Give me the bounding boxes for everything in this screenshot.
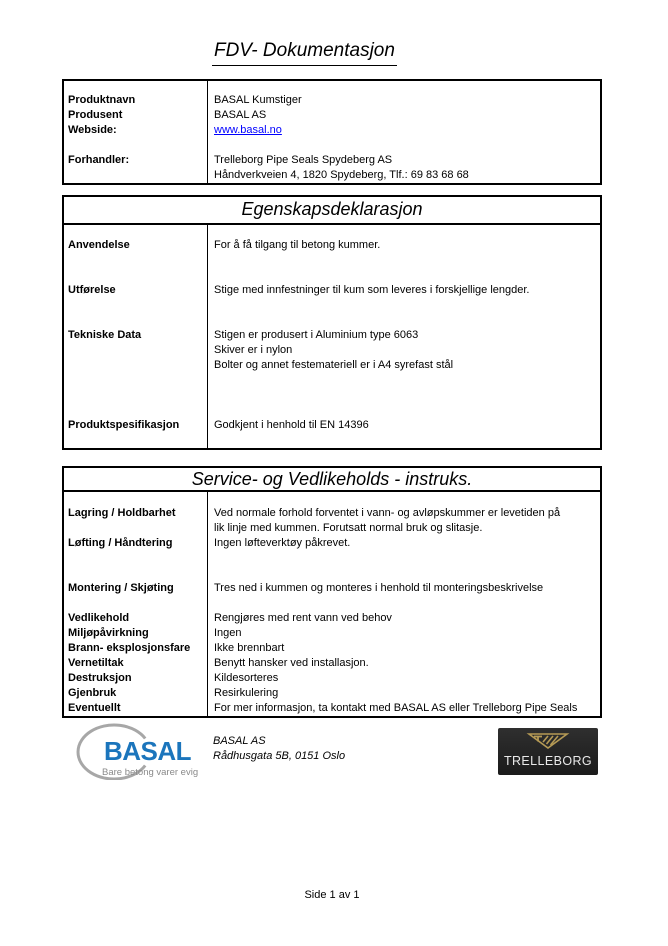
blank-line xyxy=(214,566,600,581)
field-value: Bolter og annet festemateriell er i A4 syrefast stål xyxy=(214,359,454,371)
basal-logo xyxy=(75,721,215,785)
field-value: Skiver er i nylon xyxy=(214,344,293,356)
product-info-table xyxy=(62,79,602,185)
blank-line xyxy=(68,358,207,373)
field-label: Webside: xyxy=(68,124,117,136)
blank-line xyxy=(214,373,600,388)
field-label: Vernetiltak xyxy=(68,657,124,669)
field-value: Ved normale forhold forventet i vann- og avløpskummer er levetiden på xyxy=(214,507,561,519)
field-label: Montering / Skjøting xyxy=(68,582,174,594)
address-line: BASAL AS xyxy=(213,735,266,747)
field-value: Resirkulering xyxy=(214,687,279,699)
blank-line xyxy=(214,253,600,268)
basal-wordmark: BASAL xyxy=(104,736,192,766)
label-column xyxy=(64,81,208,183)
field-label: Produktnavn xyxy=(68,94,136,106)
field-label: Eventuellt xyxy=(68,702,121,714)
blank-line xyxy=(214,403,600,418)
field-value: Trelleborg Pipe Seals Spydeberg AS xyxy=(214,154,393,166)
field-label: Produsent xyxy=(68,109,123,121)
properties-table xyxy=(62,195,602,450)
address-line: Rådhusgata 5B, 0151 Oslo xyxy=(213,750,346,762)
label-column xyxy=(64,492,208,716)
blank-line xyxy=(214,388,600,403)
field-label: Miljøpåvirkning xyxy=(68,627,149,639)
field-label: Lagring / Holdbarhet xyxy=(68,507,176,519)
basal-tagline: Bare betong varer evig xyxy=(102,767,199,778)
field-value: Godkjent i henhold til EN 14396 xyxy=(214,419,369,431)
blank-line xyxy=(68,253,207,268)
field-label: Utførelse xyxy=(68,284,116,296)
page-title: FDV- Dokumentasjon xyxy=(212,40,397,66)
blank-line xyxy=(68,298,207,313)
field-value: Håndverkveien 4, 1820 Spydeberg, Tlf.: 69 83 68 68 xyxy=(214,169,469,181)
field-label: Forhandler: xyxy=(68,154,130,166)
field-value: Benytt hansker ved installasjon. xyxy=(214,657,369,669)
value-column xyxy=(208,492,600,716)
field-label: Anvendelse xyxy=(68,239,130,251)
field-value xyxy=(214,123,600,138)
field-value: BASAL AS xyxy=(214,109,267,121)
trelleborg-mark-icon xyxy=(526,733,570,749)
blank-line xyxy=(68,373,207,388)
blank-line xyxy=(68,168,207,183)
blank-line xyxy=(68,566,207,581)
field-value: Ingen løfteverktøy påkrevet. xyxy=(214,537,351,549)
service-table-header: Service- og Vedlikeholds - instruks. xyxy=(64,468,600,492)
field-value: Rengjøres med rent vann ved behov xyxy=(214,612,392,624)
blank-line xyxy=(214,298,600,313)
blank-line xyxy=(214,551,600,566)
blank-line xyxy=(68,403,207,418)
blank-line xyxy=(214,268,600,283)
field-value: BASAL Kumstiger xyxy=(214,94,302,106)
blank-line xyxy=(68,433,207,448)
value-column xyxy=(208,81,600,183)
properties-table-header: Egenskapsdeklarasjon xyxy=(64,197,600,225)
value-column xyxy=(208,225,600,448)
field-label: Brann- eksplosjonsfare xyxy=(68,642,191,654)
blank-line xyxy=(214,313,600,328)
blank-line xyxy=(68,596,207,611)
field-value: For å få tilgang til betong kummer. xyxy=(214,239,381,251)
field-label: Gjenbruk xyxy=(68,687,117,699)
blank-line xyxy=(68,343,207,358)
blank-line xyxy=(68,138,207,153)
trelleborg-wordmark: TRELLEBORG xyxy=(503,754,593,768)
blank-line xyxy=(214,596,600,611)
field-value: Tres ned i kummen og monteres i henhold til monteringsbeskrivelse xyxy=(214,582,544,594)
blank-line xyxy=(68,521,207,536)
blank-line xyxy=(68,551,207,566)
website-link[interactable]: www.basal.no xyxy=(214,124,282,136)
blank-line xyxy=(68,388,207,403)
page-number: Side 1 av 1 xyxy=(304,889,360,901)
label-column xyxy=(64,225,208,448)
trelleborg-logo xyxy=(498,728,598,775)
company-address xyxy=(213,734,345,764)
field-value: Stigen er produsert i Aluminium type 6063 xyxy=(214,329,419,341)
field-label: Destruksjon xyxy=(68,672,132,684)
blank-line xyxy=(68,268,207,283)
field-label: Tekniske Data xyxy=(68,329,142,341)
field-value: Stige med innfestninger til kum som leveres i forskjellige lengder. xyxy=(214,284,530,296)
blank-line xyxy=(68,313,207,328)
field-value: Kildesorteres xyxy=(214,672,279,684)
blank-line xyxy=(214,138,600,153)
field-label: Vedlikehold xyxy=(68,612,130,624)
field-value: lik linje med kummen. Forutsatt normal bruk og slitasje. xyxy=(214,522,483,534)
field-value: For mer informasjon, ta kontakt med BASAL AS eller Trelleborg Pipe Seals xyxy=(214,702,578,714)
field-value: Ikke brennbart xyxy=(214,642,285,654)
field-label: Løfting / Håndtering xyxy=(68,537,173,549)
field-label: Produktspesifikasjon xyxy=(68,419,180,431)
blank-line xyxy=(214,433,600,448)
service-table xyxy=(62,466,602,718)
field-value: Ingen xyxy=(214,627,242,639)
